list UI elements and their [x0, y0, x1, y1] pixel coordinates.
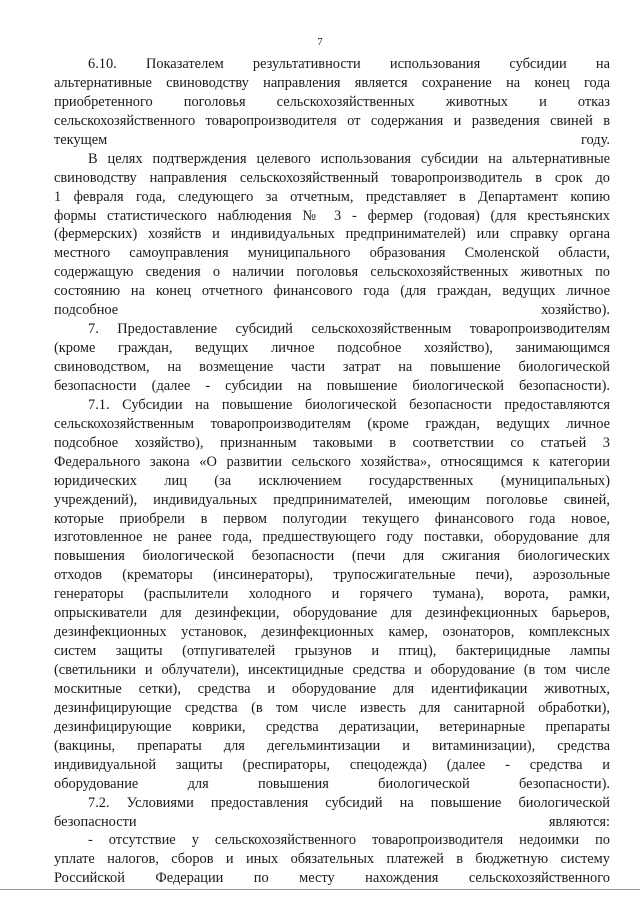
paragraph-7-1-line: Федерального закона «О развитии сельского хозяйства», относящимся к категории: [54, 453, 610, 470]
paragraph-condition-line: уплате налогов, сборов и иных обязательных платежей в бюджетную систему: [54, 851, 610, 868]
paragraph-confirmation-line: формы статистического наблюдения № 3 - фермер (годовая) (для крестьянских: [54, 207, 610, 224]
scan-edge-line: [0, 889, 640, 890]
paragraph-7-1-line: дезинфицирующие средства (в том числе известь для санитарной обработки),: [54, 699, 610, 716]
paragraph-7-1-line: повышения биологической безопасности (печи для сжигания биологических: [54, 548, 610, 565]
paragraph-7-1-line: 7.1. Субсидии на повышение биологической безопасности предоставляются: [88, 396, 610, 413]
paragraph-confirmation-line: местного самоуправления муниципального образования Смоленской области,: [54, 245, 610, 262]
paragraph-7-1-line: учреждений), индивидуальных предпринимателей, имеющим поголовье свиней,: [54, 491, 610, 508]
paragraph-7-line: (кроме граждан, ведущих личное подсобное хозяйство), занимающимся: [54, 340, 610, 357]
paragraph-7-1-line: подсобное хозяйство), признанным таковыми в соответствии со статьей 3: [54, 434, 610, 451]
paragraph-7-2-line: безопасности являются:: [54, 813, 610, 830]
paragraph-7-1-line: генераторы (распылители холодного и горячего тумана), ворота, рамки,: [54, 586, 610, 603]
paragraph-7-line: безопасности (далее - субсидии на повышение биологической безопасности).: [54, 377, 610, 394]
paragraph-7-1-line: отходов (крематоры (инсинераторы), трупосжигательные печи), аэрозольные: [54, 567, 610, 584]
paragraph-6-10-line: текущем году.: [54, 131, 610, 148]
paragraph-6-10-line: приобретенного поголовья сельскохозяйственных животных и отказ: [54, 93, 610, 110]
paragraph-condition-line: Российской Федерации по месту нахождения сельскохозяйственного: [54, 870, 610, 887]
paragraph-confirmation-line: состоянию на конец отчетного финансового года (для граждан, ведущих личное: [54, 283, 610, 300]
paragraph-confirmation-line: В целях подтверждения целевого использования субсидии на альтернативные: [88, 150, 610, 167]
paragraph-7-1-line: сельскохозяйственным товаропроизводителям (кроме граждан, ведущих личное: [54, 415, 610, 432]
paragraph-7-1-line: москитные сетки), средства и оборудование для идентификации животных,: [54, 680, 610, 697]
paragraph-7-1-line: которые приобрели в первом полугодии текущего финансового года новое,: [54, 510, 610, 527]
paragraph-confirmation-line: свиноводству направления сельскохозяйственный товаропроизводитель в срок до: [54, 169, 610, 186]
paragraph-7-1-line: юридических лиц (за исключением государственных (муниципальных): [54, 472, 610, 489]
paragraph-confirmation-line: 1 февраля года, следующего за отчетным, представляет в Департамент копию: [54, 188, 610, 205]
paragraph-7-1-line: изготовленное не ранее года, предшествующего году поставки, оборудование для: [54, 529, 610, 546]
paragraph-6-10-line: альтернативные свиноводству направления является сохранение на конец года: [54, 74, 610, 91]
page-number: 7: [317, 36, 323, 48]
paragraph-7-1-line: дезинфекционных установок, дезинфекционных камер, озонаторов, комплексных: [54, 624, 610, 641]
paragraph-6-10-line: сельскохозяйственного товаропроизводителя от содержания и разведения свиней в: [54, 112, 610, 129]
paragraph-condition-line: - отсутствие у сельскохозяйственного товаропроизводителя недоимки по: [88, 832, 610, 849]
paragraph-7-1-line: (светильники и облучатели), инсектицидные средства и оборудование (в том числе: [54, 662, 610, 678]
paragraph-confirmation-line: подсобное хозяйство).: [54, 302, 610, 319]
document-body: [54, 55, 610, 888]
paragraph-7-line: свиноводством, на возмещение части затрат на повышение биологической: [54, 359, 610, 375]
paragraph-6-10-line: 6.10. Показателем результативности использования субсидии на: [88, 56, 610, 72]
paragraph-confirmation-line: (фермерских) хозяйств и индивидуальных предпринимателей) или справку органа: [54, 226, 610, 243]
paragraph-7-line: 7. Предоставление субсидий сельскохозяйственным товаропроизводителям: [88, 321, 610, 338]
paragraph-7-1-line: оборудование для повышения биологической безопасности).: [54, 775, 610, 792]
paragraph-7-1-line: индивидуальной защиты (респираторы, спецодежда) (далее - средства и: [54, 756, 610, 773]
paragraph-7-1-line: дезинфицирующие коврики, средства дератизации, ветеринарные препараты: [54, 718, 610, 735]
paragraph-7-2-line: 7.2. Условиями предоставления субсидий на повышение биологической: [88, 794, 610, 811]
paragraph-confirmation-line: содержащую сведения о наличии поголовья сельскохозяйственных животных по: [54, 264, 610, 281]
paragraph-7-1-line: (вакцины, препараты для дегельминтизации и витаминизации), средства: [54, 737, 610, 754]
paragraph-7-1-line: опрыскиватели для дезинфекции, оборудование для дезинфекционных барьеров,: [54, 605, 610, 622]
paragraph-7-1-line: систем защиты (отпугивателей грызунов и птиц), бактерицидные лампы: [54, 643, 610, 660]
